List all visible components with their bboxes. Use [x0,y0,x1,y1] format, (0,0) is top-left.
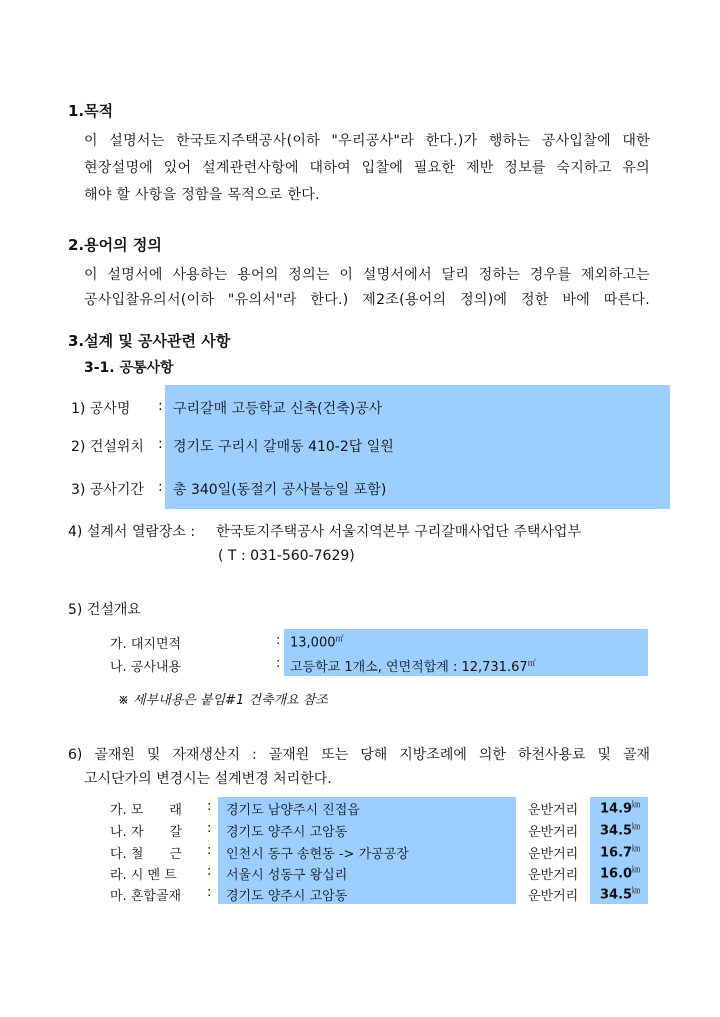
item-4-label: 4) 설계서 열람장소 : [68,524,196,540]
section-1-line-1: 이 설명서는 한국토지주택공사(이하 "우리공사"라 한다.)가 행하는 공사입찰에 대한 [84,133,650,149]
item-3-colon: : [158,479,163,495]
site-area-value: 13,000㎡ [290,634,344,651]
material-place: 경기도 양주시 고암동 [226,825,348,840]
material-place: 경기도 남양주시 진접읍 [226,803,360,818]
item-5-label: 5) 건설개요 [68,602,141,618]
material-row [0,799,720,819]
work-content-value: 고등학교 1개소, 연면적합계 : 12,731.67㎡ [290,658,536,675]
site-area-unit: ㎡ [335,634,344,643]
site-area-colon: : [276,633,281,648]
section-2-line-2: 공사입찰유의서(이하 "유의서"라 한다.) 제2조(용어의 정의)에 정한 바에 따른다. [84,292,650,308]
distance-value: 16.7㎞ [600,844,641,861]
detail-note: ※ 세부내용은 붙임#1 건축개요 참조 [118,693,328,708]
material-colon: : [207,821,212,836]
distance-label: 운반거리 [528,803,579,818]
item-3-value: 총 340일(동절기 공사불능일 포함) [173,482,387,498]
distance-label: 운반거리 [528,847,579,862]
material-label: 가. 모 래 [110,803,182,818]
item-2-colon: : [158,436,163,452]
distance-value: 16.0㎞ [600,865,641,882]
material-row [0,843,720,863]
item-2-label: 2) 건설위치 [71,439,144,455]
material-colon: : [207,864,212,879]
section-3-1-heading: 3-1. 공통사항 [84,360,174,376]
distance-label: 운반거리 [528,889,579,904]
section-1-heading: 1.목적 [68,102,114,120]
material-colon: : [207,843,212,858]
material-label: 마. 혼합골재 [110,889,182,904]
material-row [0,885,720,905]
item-1-label: 1) 공사명 [71,401,131,417]
material-label: 다. 철 근 [110,847,182,862]
material-colon: : [207,885,212,900]
section-3-heading: 3.설계 및 공사관련 사항 [68,332,231,350]
material-place: 인천시 동구 송현동 -> 가공공장 [226,847,409,862]
item-3-label: 3) 공사기간 [71,482,144,498]
material-place: 서울시 성동구 왕십리 [226,868,348,883]
material-row [0,821,720,841]
item-2-value: 경기도 구리시 갈매동 410-2답 일원 [173,439,394,455]
section-2-heading: 2.용어의 정의 [68,236,162,254]
material-colon: : [207,799,212,814]
section-1-line-2: 현장설명에 있어 설계관련사항에 대하여 입찰에 필요한 제반 정보를 숙지하고 유의 [84,160,650,176]
distance-label: 운반거리 [528,825,579,840]
item-6-line-1: 6) 골재원 및 자재생산지 : 골재원 또는 당해 지방조례에 의한 하천사용료 및 골재 [68,747,650,763]
work-content-colon: : [276,656,281,671]
item-1-value: 구리갈매 고등학교 신축(건축)공사 [173,401,383,417]
section-2-line-1: 이 설명서에 사용하는 용어의 정의는 이 설명서에서 달리 정하는 경우를 제외하고는 [84,267,650,283]
item-6-line-2: 고시단가의 변경시는 설계변경 처리한다. [84,771,332,787]
distance-value: 14.9㎞ [600,800,641,817]
item-4-tel: ( T : 031-560-7629) [218,548,355,564]
item-4-value: 한국토지주택공사 서울지역본부 구리갈매사업단 주택사업부 [216,524,581,540]
material-row [0,864,720,884]
distance-label: 운반거리 [528,868,579,883]
distance-value: 34.5㎞ [600,822,641,839]
item-1-colon: : [158,398,163,414]
material-label: 라. 시 멘 트 [110,868,177,883]
site-area-label: 가. 대지면적 [110,637,182,652]
section-1-line-3: 해야 할 사항을 정함을 목적으로 한다. [84,187,320,203]
material-place: 경기도 양주시 고암동 [226,889,348,904]
work-content-unit: ㎡ [527,658,536,668]
material-label: 나. 자 갈 [110,825,182,840]
work-content-label: 나. 공사내용 [110,660,182,675]
distance-value: 34.5㎞ [600,886,641,903]
